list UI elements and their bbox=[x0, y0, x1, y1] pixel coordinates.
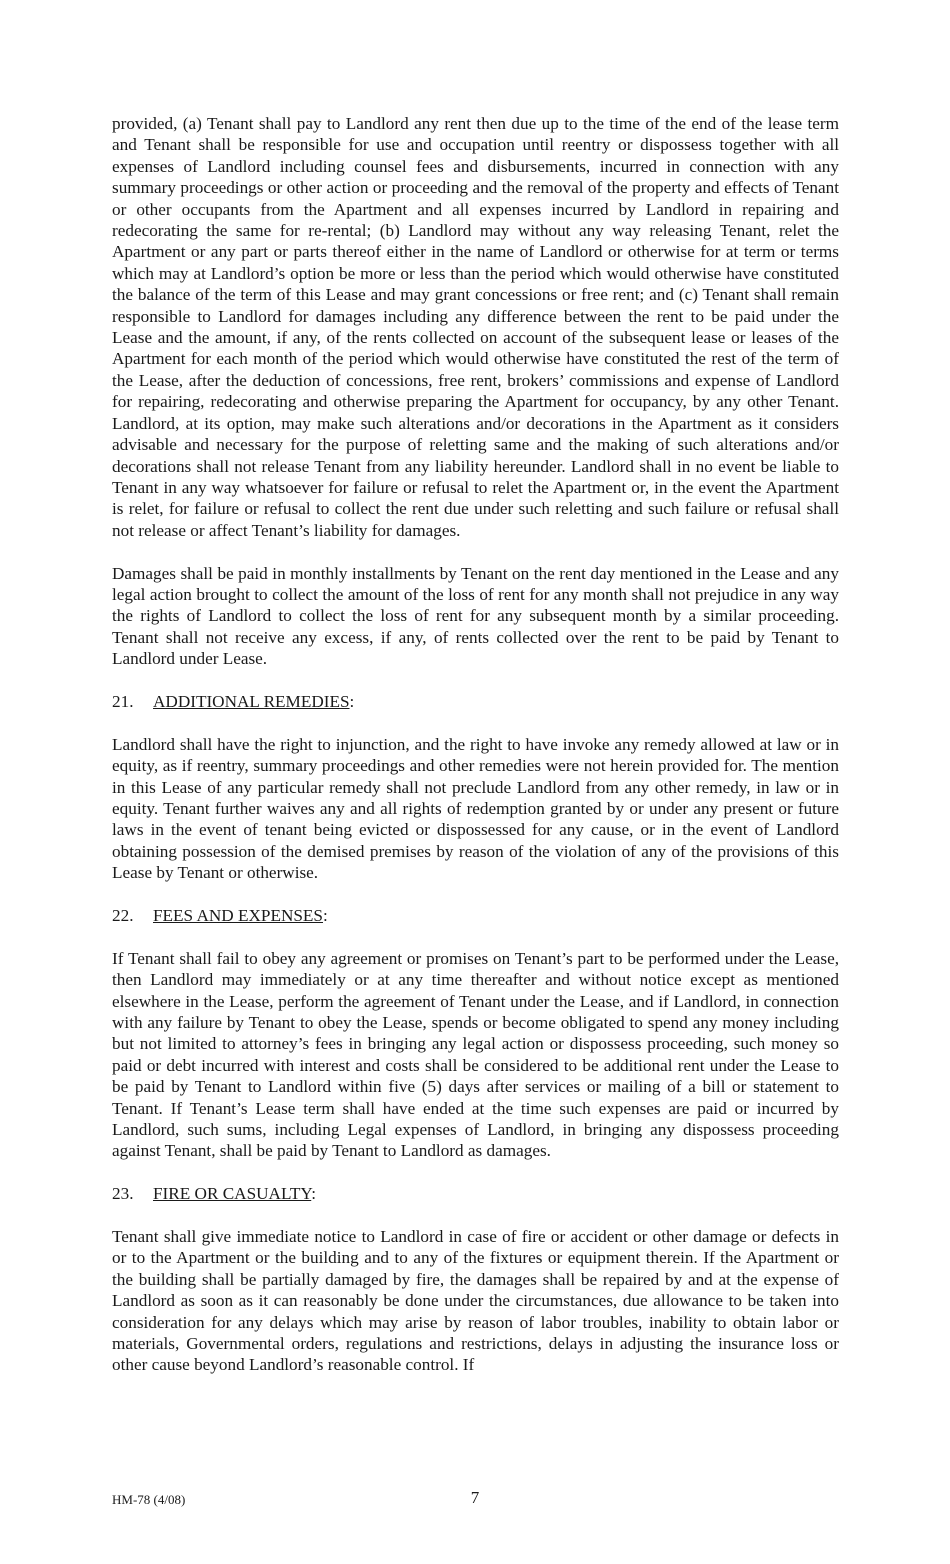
paragraph-damages-installments: Damages shall be paid in monthly installments by Tenant on the rent day mentioned in the Lease and any legal action brought to collect the amount of the loss of rent for any month shall not prejudice in any way the rights of Landlord to collect the loss of rent for any subsequent month by a similar proceeding. Tenant shall not receive any excess, if any, of rents collected over the rent to be paid by Tenant to Landlord under Lease. bbox=[112, 563, 839, 669]
section-title: ADDITIONAL REMEDIES bbox=[153, 691, 350, 711]
section-heading-21 bbox=[112, 691, 839, 712]
section-number: 23. bbox=[112, 1184, 134, 1204]
footer-form-code: HM-78 (4/08) bbox=[112, 1492, 186, 1507]
section-colon: : bbox=[311, 1184, 317, 1204]
section-text-23: Tenant shall give immediate notice to Landlord in case of fire or accident or other damage or defects in or to the Apartment or the building and to any of the fixtures or equipment therein. If the Apartment or the building shall be partially damaged by fire, the damages shall be repaired by and at the expense of Landlord as soon as it can reasonably be done under the circumstances, due allowance to be taken into consideration for any delays which may arise by reason of labor troubles, inability to obtain labor or materials, Governmental orders, regulations and restrictions, delays in adjusting the insurance loss or other cause beyond Landlord’s reasonable control. If bbox=[112, 1227, 839, 1375]
section-number: 21. bbox=[112, 691, 134, 711]
section-heading-22 bbox=[112, 905, 839, 926]
paragraph-remedies-continued: provided, (a) Tenant shall pay to Landlord any rent then due up to the time of the end of the lease term and Tenant shall be responsible for use and occupation until reentry or dispossess together with all expenses of Landlord including counsel fees and disbursements, incurred in connection with any summary proceedings or other action or proceeding and the removal of the property and effects of Tenant or other occupants from the Apartment and all expenses incurred by Landlord in repairing and redecorating the same for re-rental; (b) Landlord may without any way releasing Tenant, relet the Apartment or any part or parts thereof either in the name of Landlord or otherwise for at term or terms which may at Landlord’s option be more or less than the period which would otherwise have constituted the balance of the term of this Lease and may grant concessions or free rent; and (c) Tenant shall remain responsible to Landlord for damages including any difference between the rent to be paid under the Lease and the amount, if any, of the rents collected on account of the subsequent lease or leases of the Apartment for each month of the period which would otherwise have constituted the rest of the term of the Lease, after the deduction of concessions, free rent, brokers’ commissions and expense of Landlord for repairing, redecorating and otherwise preparing the Apartment for occupancy, by any other Tenant. Landlord, at its option, may make such alterations and/or decorations in the Apartment as it considers advisable and necessary for the purpose of reletting same and the making of such alterations and/or decorations shall not release Tenant from any liability hereunder. Landlord shall in no event be liable to Tenant in any way whatsoever for failure or refusal to relet the Apartment or, in the event the Apartment is relet, for failure or refusal to collect the rent due under such reletting and such failure or refusal shall not release or affect Tenant’s liability for damages. bbox=[112, 114, 839, 540]
document-body bbox=[112, 113, 839, 1376]
section-number: 22. bbox=[112, 905, 134, 925]
footer-page-number: 7 bbox=[470, 1488, 480, 1507]
section-title: FEES AND EXPENSES bbox=[153, 905, 323, 925]
section-colon: : bbox=[323, 905, 328, 925]
section-text-22: If Tenant shall fail to obey any agreement or promises on Tenant’s part to be performed under the Lease, then Landlord may immediately or at any time thereafter and without notice except as mentioned elsewhere in the Lease, perform the agreement of Tenant under the Lease, and if Landlord, in connection with any failure by Tenant to obey the Lease, spends or become obligated to spend any money including but not limited to attorney’s fees in bringing any legal action or dispossess proceeding, such money so paid or debt incurred with interest and costs shall be considered to be additional rent under the Lease to be paid by Tenant to Landlord within five (5) days after services or mailing of a bill or statement to Tenant. If Tenant’s Lease term shall have ended at the time such expenses are paid or incurred by Landlord, such sums, including Legal expenses of Landlord, in bringing any dispossess proceeding against Tenant, shall be paid by Tenant to Landlord as damages. bbox=[112, 948, 839, 1161]
section-colon: : bbox=[349, 691, 355, 711]
section-title: FIRE OR CASUALTY bbox=[153, 1184, 312, 1204]
section-text-21: Landlord shall have the right to injunction, and the right to have invoke any remedy allowed at law or in equity, as if reentry, summary proceedings and other remedies were not herein provided for. The mention in this Lease of any particular remedy shall not preclude Landlord from any other remedy, in law or in equity. Tenant further waives any and all rights of redemption granted by or under any present or future laws in the event of tenant being evicted or dispossessed for any cause, or in the event of Landlord obtaining possession of the demised premises by reason of the violation of any of the provisions of this Lease by Tenant or otherwise. bbox=[112, 734, 839, 883]
section-heading-23 bbox=[112, 1183, 839, 1204]
